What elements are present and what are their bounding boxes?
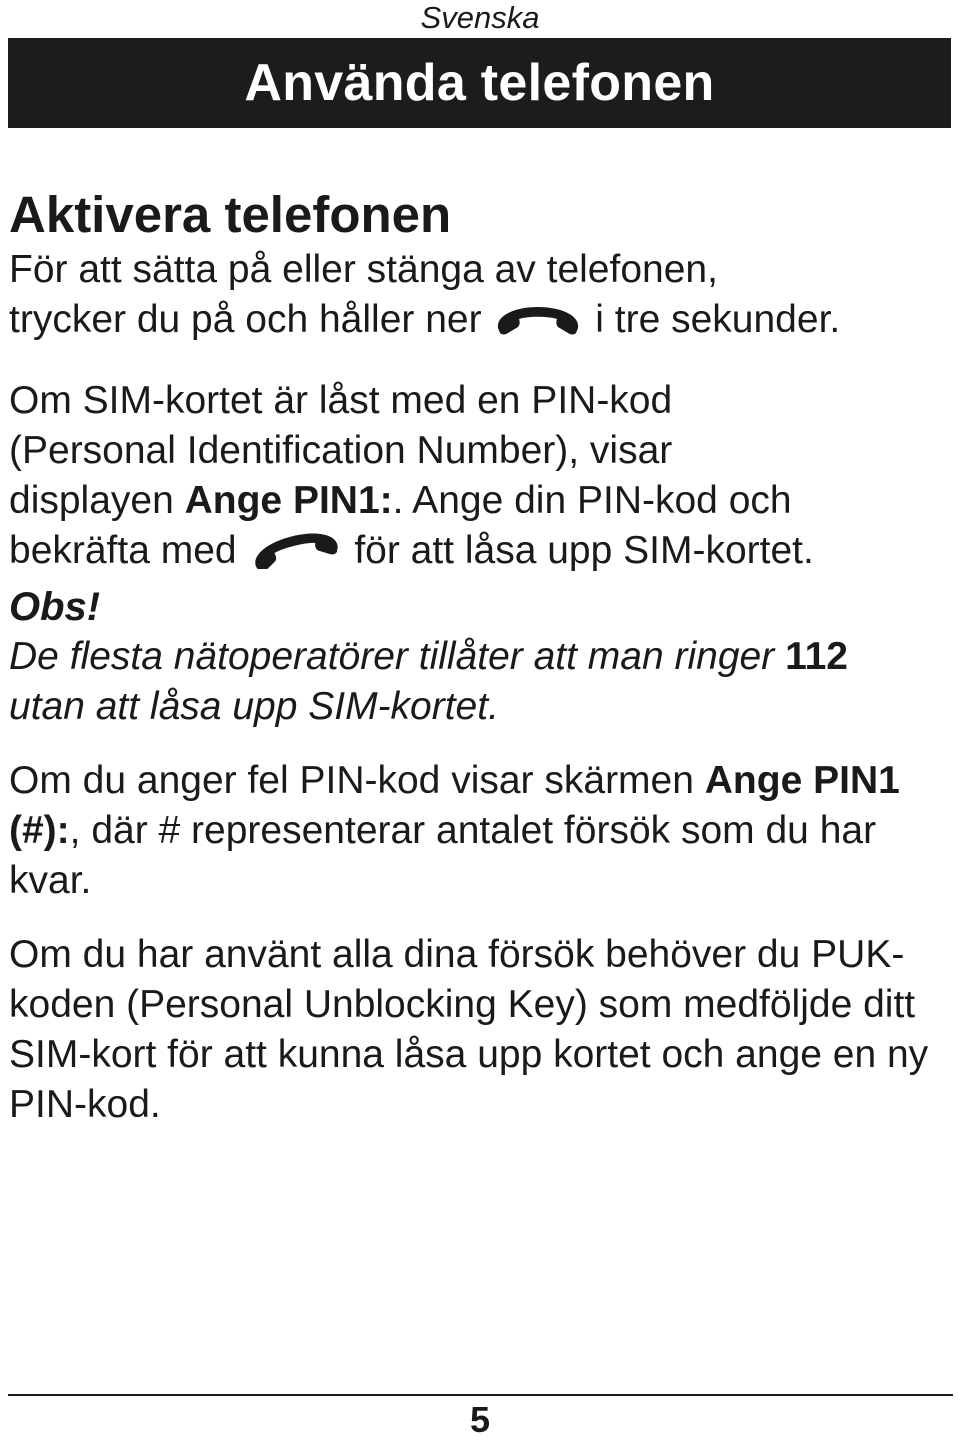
note-text-after: utan att låsa upp SIM-kortet. [9,685,499,728]
paragraph-pin-lock-line3-prefix: displayen [9,479,174,522]
phone-call-key-icon [247,529,343,582]
title-bar [8,38,951,128]
paragraph-pin-lock-line4-after-icon: för att låsa upp SIM-kortet. [354,529,814,572]
language-label: Svenska [420,0,540,35]
note-label: Obs! [9,585,101,629]
phone-end-key-icon [492,301,584,351]
paragraph-wrong-pin-text1: Om du anger fel PIN-kod visar skärmen [9,759,694,802]
page-title: Använda telefonen [244,54,715,112]
paragraph-wrong-pin [9,756,954,906]
enter-pin-prompt: Ange PIN1: [184,479,393,522]
paragraph-power-on [9,245,954,351]
paragraph-pin-lock-line2: (Personal Identification Number), visar [9,429,673,472]
footer-divider [8,1394,953,1396]
paragraph-power-on-after-icon: i tre sekunder. [595,298,841,341]
paragraph-pin-lock-line3-suffix: . Ange din PIN-kod och [392,479,792,522]
page-number: 5 [469,1399,491,1440]
paragraph-pin-lock [9,376,954,582]
paragraph-power-on-before-icon: trycker du på och håller ner [9,298,482,341]
section-heading: Aktivera telefonen [9,186,452,243]
note-text-before: De flesta nätoperatörer tillåter att man ringer [9,635,775,678]
paragraph-wrong-pin-text2: , där # representerar antalet försök som du har kvar. [9,809,877,902]
note-text [9,632,954,732]
emergency-number: 112 [785,635,848,678]
paragraph-puk: Om du har använt alla dina försök behöver du PUK-koden (Personal Unblocking Key) som medföljde ditt SIM-kort för att kunna låsa upp kortet och ange en ny PIN-kod. [9,933,929,1126]
paragraph-pin-lock-line4-before-icon: bekräfta med [9,529,237,572]
paragraph-pin-lock-line1: Om SIM-kortet är låst med en PIN-kod [9,379,673,422]
enter-pin-attempts-prompt: Ange PIN1 (#): [9,759,900,852]
paragraph-power-on-line1: För att sätta på eller stänga av telefonen, [9,248,718,291]
main-content [9,185,954,1130]
